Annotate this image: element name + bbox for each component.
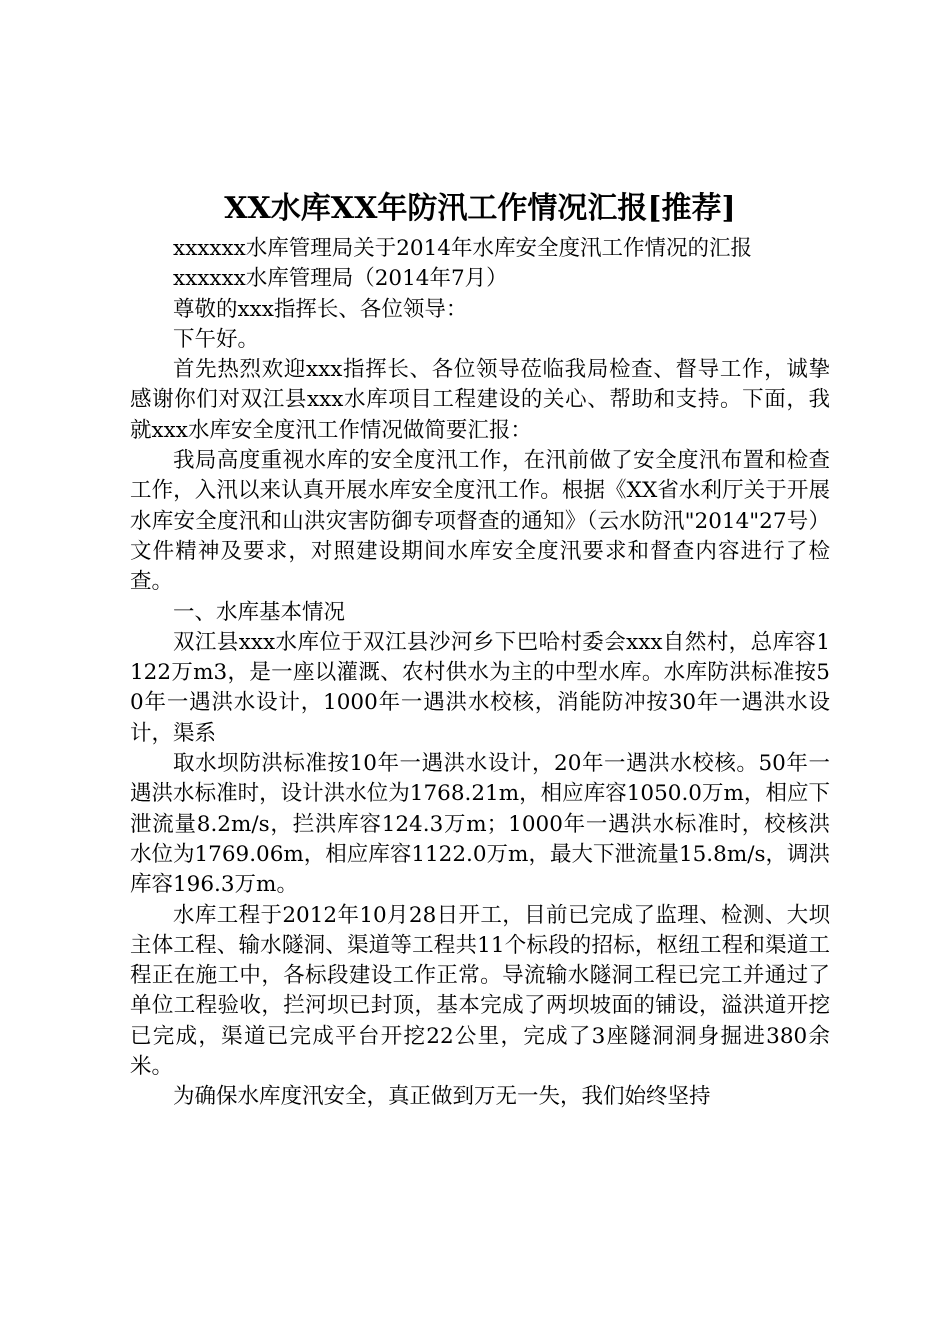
paragraph-reservoir-location: 双江县xxx水库位于双江县沙河乡下巴哈村委会xxx自然村，总库容1122万m3，是一座以灌溉、农村供水为主的中型水库。水库防洪标准按50年一遇洪水设计，1000年一遇洪水校核，消能防冲按30年一遇洪水设计，渠系 bbox=[130, 629, 830, 746]
paragraph-construction-progress: 水库工程于2012年10月28日开工，目前已完成了监理、检测、大坝主体工程、输水隧洞、渠道等工程共11个标段的招标，枢纽工程和渠道工程正在施工中，各标段建设工作正常。导流输水隧洞工程已完工并通过了单位工程验收，拦河坝已封顶，基本完成了两坝坡面的铺设，溢洪道开挖已完成，渠道已完成平台开挖22公里，完成了3座隧洞洞身掘进380余米。 bbox=[130, 902, 830, 1080]
paragraph-overview: 我局高度重视水库的安全度汛工作，在汛前做了安全度汛布置和检查工作，入汛以来认真开展水库安全度汛工作。根据《XX省水利厅关于开展水库安全度汛和山洪灾害防御专项督查的通知》（云水防汛"2014"27号）文件精神及要求，对照建设期间水库安全度汛要求和督查内容进行了检查。 bbox=[130, 448, 830, 595]
section-heading-basic-info: 一、水库基本情况 bbox=[173, 599, 346, 625]
paragraph-salutation: 尊敬的xxx指挥长、各位领导： bbox=[173, 296, 468, 322]
paragraph-welcome: 首先热烈欢迎xxx指挥长、各位领导莅临我局检查、督导工作，诚挚感谢你们对双江县xxx水库项目工程建设的关心、帮助和支持。下面，我就xxx水库安全度汛工作情况做简要汇报： bbox=[130, 357, 830, 443]
paragraph-flood-standards: 取水坝防洪标准按10年一遇洪水设计，20年一遇洪水校核。50年一遇洪水标准时，设计洪水位为1768.21m，相应库容1050.0万m，相应下泄流量8.2m/s，拦洪库容124.3万m；1000年一遇洪水标准时，校核洪水位为1769.06m，相应库容1122.0万m，最大下泄流量15.8m/s，调洪库容196.3万m。 bbox=[130, 751, 830, 898]
paragraph-issuer: xxxxxx水库管理局（2014年7月） bbox=[173, 266, 508, 292]
paragraph-greeting: 下午好。 bbox=[173, 326, 260, 352]
paragraph-report-heading: xxxxxx水库管理局关于2014年水库安全度汛工作情况的汇报 bbox=[173, 236, 752, 261]
document-page bbox=[130, 186, 830, 1113]
paragraph-safety-commitment: 为确保水库度汛安全，真正做到万无一失，我们始终坚持 bbox=[173, 1084, 711, 1110]
document-title: XX水库XX年防汛工作情况汇报[推荐] bbox=[224, 191, 736, 226]
